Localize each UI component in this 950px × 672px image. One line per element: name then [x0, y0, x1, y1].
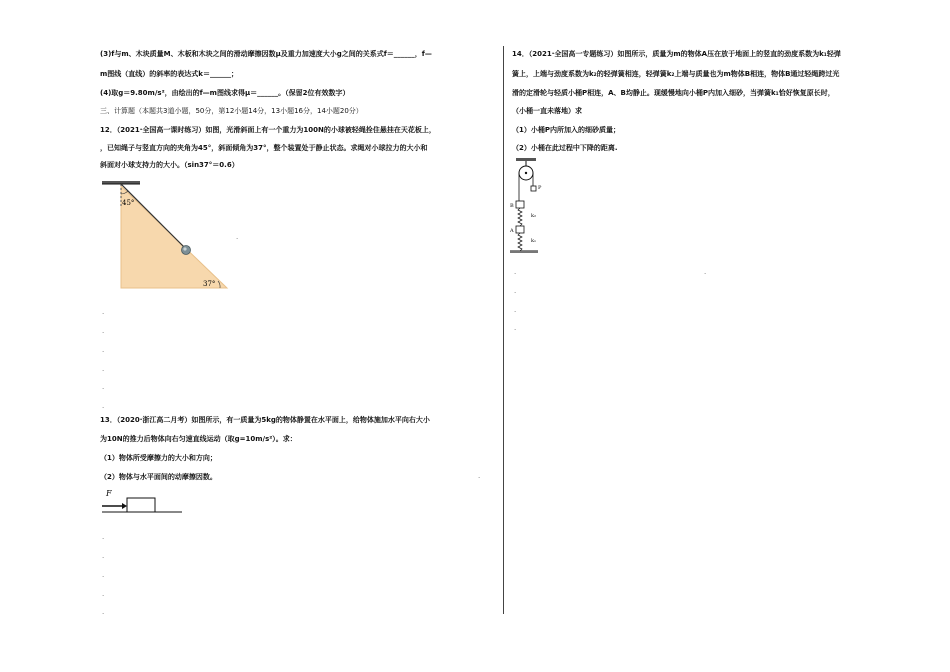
q13-sub2: （2）物体与水平面间的动摩擦因数。	[100, 473, 217, 481]
block-b	[516, 201, 524, 208]
scan-mark: .	[102, 308, 105, 316]
scan-mark: .	[102, 383, 105, 391]
section-heading-calculation: 三、计算题（本题共3道小题，50分，第12小题14分，13小题16分，14小题20分）	[100, 107, 363, 115]
q14-sub1: （1）小桶P内所加入的细砂质量；	[512, 126, 621, 134]
q14-line4: （小桶一直未落地）求	[512, 107, 582, 115]
block	[127, 498, 155, 512]
force-label: F	[106, 489, 112, 498]
column-divider	[503, 46, 504, 614]
block-force-figure	[100, 488, 185, 516]
scan-mark: .	[514, 287, 517, 295]
scan-mark: .	[102, 346, 105, 354]
bucket-p	[531, 186, 536, 191]
q13-line1: 13．（2020·浙江高二月考）如图所示，有一质量为5kg的物体静置在水平面上，给物体施加水平向右大小	[100, 416, 430, 424]
q14-line3: 滑的定滑轮与轻质小桶P相连，A、B均静止。现缓慢地向小桶P内加入细砂，当弹簧k₁恰好恢复原长时，	[512, 89, 835, 97]
label-k2: k₂	[531, 213, 537, 219]
scan-mark: .	[102, 533, 105, 541]
scan-mark: .	[514, 306, 517, 314]
scan-mark: .	[236, 233, 239, 241]
q12-line3: 斜面对小球支持力的大小。（sin37°＝0.6）	[100, 161, 239, 169]
q13-line2: 为10N的推力后物体向右匀速直线运动（取g=10m/s²）。求：	[100, 435, 297, 443]
angle-label-37: 37°	[203, 280, 216, 288]
scan-mark: .	[102, 365, 105, 373]
q14-line1: 14．（2021·全国高一专题练习）如图所示，质量为m的物体A压在放于地面上的竖直的劲度系数为k₁轻弹	[512, 50, 841, 58]
label-k1: k₁	[531, 238, 537, 244]
q14-line2: 簧上，上端与劲度系数为k₂的轻弹簧相连，轻弹簧k₂上端与质量也为m物体B相连，物体B通过轻绳跨过光	[512, 70, 840, 78]
pulley-spring-figure	[510, 158, 550, 255]
spring-k1	[518, 233, 522, 251]
q14-sub2: （2）小桶在此过程中下降的距离.	[512, 144, 618, 152]
scan-mark: .	[102, 590, 105, 598]
scan-mark: .	[514, 324, 517, 332]
scan-mark: .	[704, 268, 707, 276]
angle-label-45: 45°	[122, 199, 135, 207]
q12-line1: 12．（2021·全国高一课时练习）如图，光滑斜面上有一个重力为100N的小球被轻绳拴住悬挂在天花板上，	[100, 126, 436, 134]
scan-mark: .	[102, 608, 105, 616]
scan-mark: .	[102, 552, 105, 560]
scan-mark: .	[478, 472, 481, 480]
label-a: A	[510, 228, 514, 234]
block-a	[516, 226, 524, 233]
force-arrowhead	[122, 503, 127, 509]
q13-sub1: （1）物体所受摩擦力的大小和方向；	[100, 454, 217, 462]
scan-mark: .	[514, 268, 517, 276]
scan-mark: .	[102, 571, 105, 579]
label-b: B	[510, 203, 514, 209]
label-p: P	[538, 185, 542, 191]
scan-mark: .	[102, 402, 105, 410]
incline-figure	[100, 178, 235, 293]
spring-k2	[518, 208, 522, 226]
q11-line5: (4)取g＝9.80m/s²，由绘出的f—m图线求得μ＝______。（保留2位有效数字）	[100, 89, 350, 97]
q11-line3: (3)f与m、木块质量M、木板和木块之间的滑动摩擦因数μ及重力加速度大小g之间的关系式f＝______，f—	[100, 50, 432, 58]
q11-line4: m图线（直线）的斜率的表达式k＝______；	[100, 70, 238, 78]
scan-mark: .	[102, 327, 105, 335]
q12-line2: ，已知绳子与竖直方向的夹角为45°，斜面倾角为37°，整个装置处于静止状态。求绳对小球拉力的大小和	[100, 144, 428, 152]
